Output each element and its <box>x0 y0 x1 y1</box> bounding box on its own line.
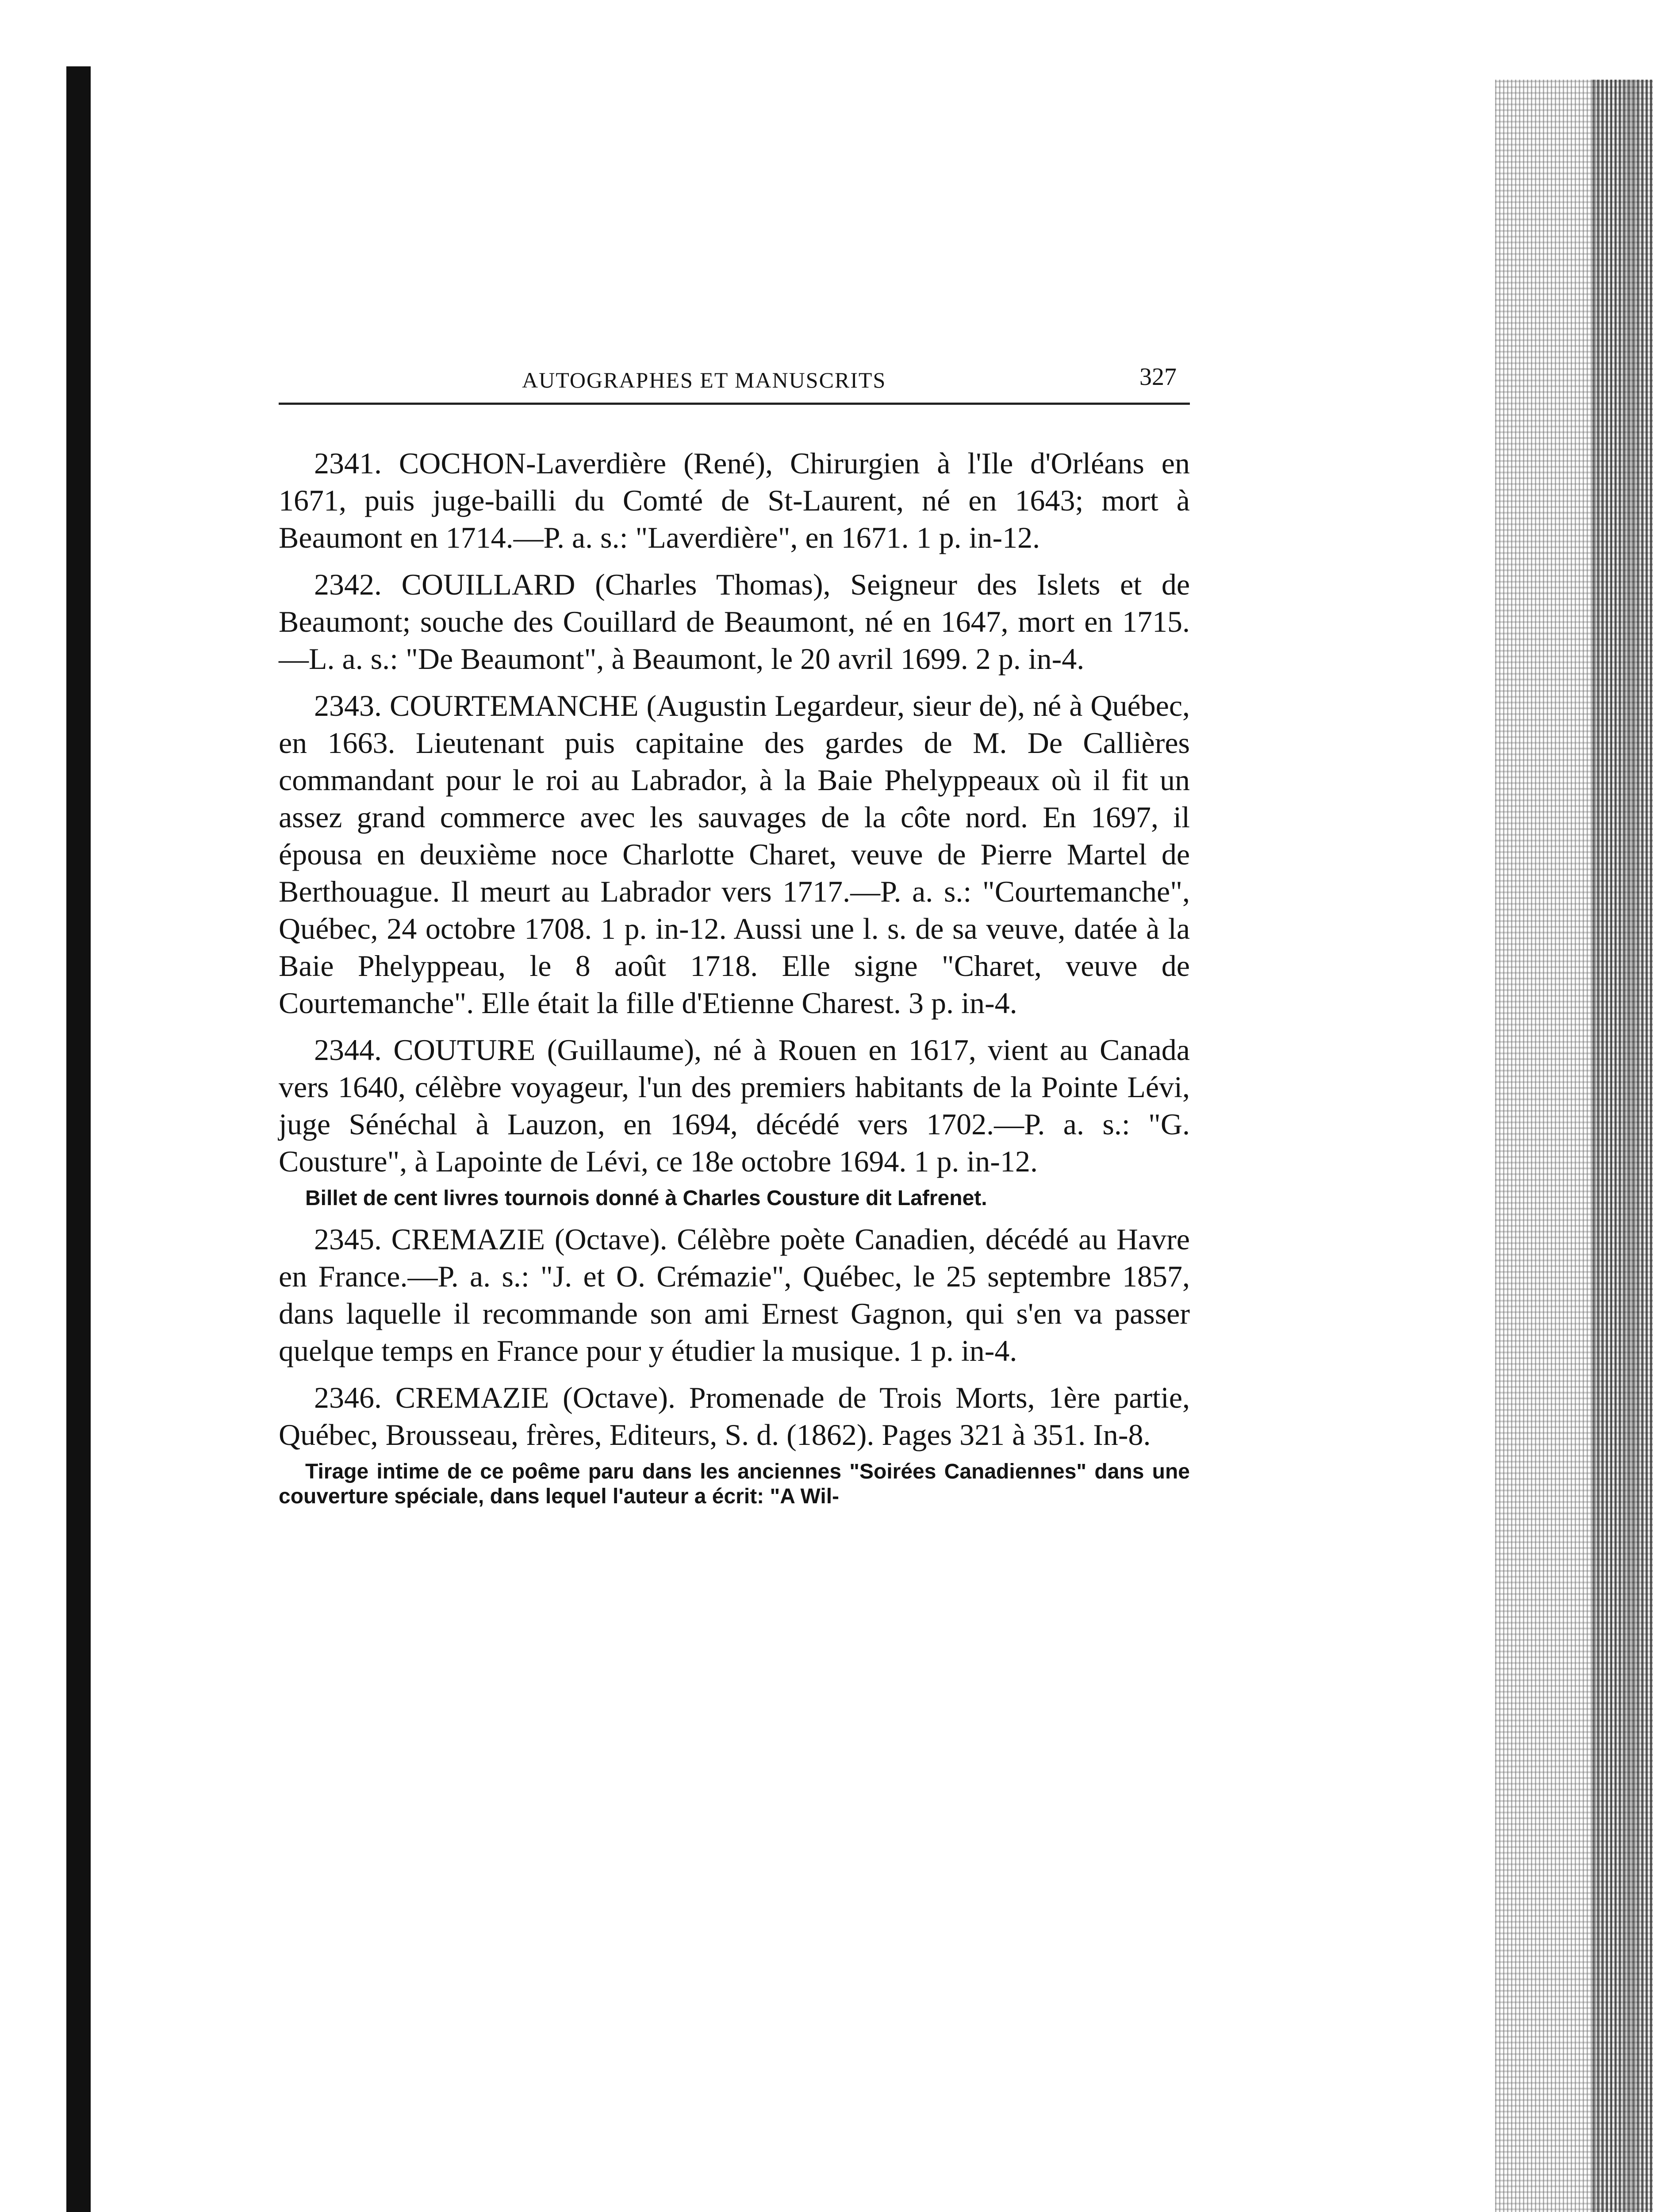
entry-2341: 2341. COCHON-Laverdière (René), Chirurgien à l'Ile d'Orléans en 1671, puis juge-bailli du Comté de St-Laurent, né en 1643; mort à Beaumont en 1714.—P. a. s.: "Laverdière", en 1671. 1 p. in-12. <box>279 446 1190 554</box>
page-header <box>279 354 1190 405</box>
book-page <box>279 354 1190 1509</box>
entry-2344: 2344. COUTURE (Guillaume), né à Rouen en 1617, vient au Canada vers 1640, célèbre voyageur, l'un des premiers habitants de la Pointe Lévi, juge Sénéchal à Lauzon, en 1694, décédé vers 1702.—P. a. s.: "G. Cousture", à Lapointe de Lévi, ce 18e octobre 1694. 1 p. in-12. <box>279 1033 1190 1178</box>
entry-2346-note: Tirage intime de ce poême paru dans les anciennes "Soirées Canadiennes" dans une couverture spéciale, dans lequel l'auteur a écrit: "A Wil- <box>279 1460 1190 1508</box>
scan-edge-dark <box>1592 80 1653 2212</box>
running-title: AUTOGRAPHES ET MANUSCRITS <box>522 368 886 392</box>
scan-binding-shadow <box>66 66 91 2212</box>
entry-2346: 2346. CREMAZIE (Octave). Promenade de Trois Morts, 1ère partie, Québec, Brousseau, frères, Editeurs, S. d. (1862). Pages 321 à 351. In-8. <box>279 1381 1190 1452</box>
entry-2344-note: Billet de cent livres tournois donné à Charles Cousture dit Lafrenet. <box>305 1187 987 1210</box>
entry-2342: 2342. COUILLARD (Charles Thomas), Seigneur des Islets et de Beaumont; souche des Couillard de Beaumont, né en 1647, mort en 1715.—L. a. s.: "De Beaumont", à Beaumont, le 20 avril 1699. 2 p. in-4. <box>279 568 1190 676</box>
entry-2345: 2345. CREMAZIE (Octave). Célèbre poète Canadien, décédé au Havre en France.—P. a. s.: "J. et O. Crémazie", Québec, le 25 septembre 1857, dans laquelle il recommande son ami Ernest Gagnon, qui s'en va passer quelque temps en France pour y étudier la musique. 1 p. in-4. <box>279 1222 1190 1367</box>
page-number: 327 <box>1139 363 1177 391</box>
entry-2343: 2343. COURTEMANCHE (Augustin Legardeur, sieur de), né à Québec, en 1663. Lieutenant puis capitaine des gardes de M. De Callières commandant pour le roi au Labrador, à la Baie Phelyppeaux où il fit un assez grand commerce avec les sauvages de la côte nord. En 1697, il épousa en deuxième noce Charlotte Charet, veuve de Pierre Martel de Berthouague. Il meurt au Labrador vers 1717.—P. a. s.: "Courtemanche", Québec, 24 octobre 1708. 1 p. in-12. Aussi une l. s. de sa veuve, datée à la Baie Phelyppeau, le 8 août 1718. Elle signe "Charet, veuve de Courtemanche". Elle était la fille d'Etienne Charest. 3 p. in-4. <box>279 689 1190 1020</box>
